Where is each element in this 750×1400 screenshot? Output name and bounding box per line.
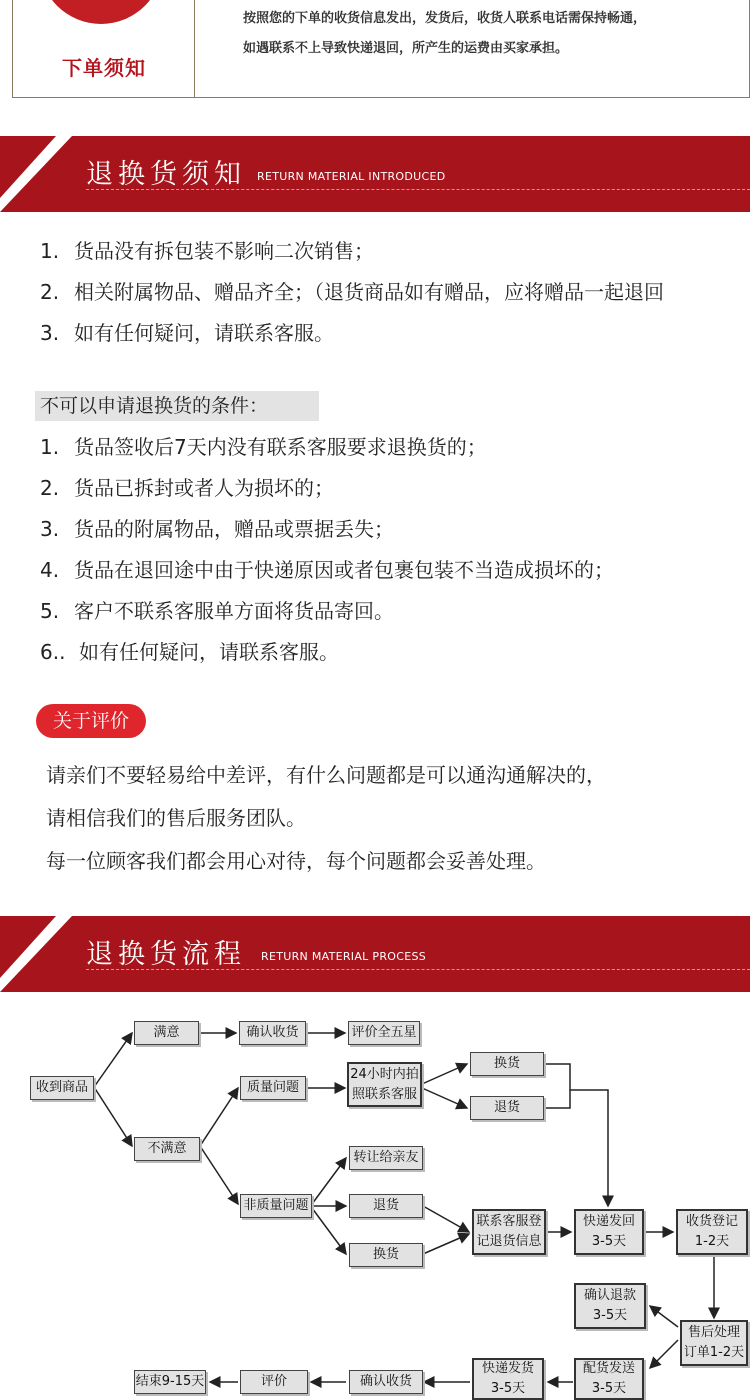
order-notice-badge: [13, 0, 195, 97]
review-line: 请亲们不要轻易给中差评，有什么问题都是可以通沟通解决的，: [46, 763, 606, 787]
flow-node-return: 退货: [349, 1194, 423, 1218]
list-item: [40, 591, 614, 632]
banner-title: 退换货流程: [86, 939, 246, 970]
flow-node-log-receipt: 收货登记 1-2天: [676, 1209, 748, 1255]
flow-node-confirm-receipt: 确认收货: [239, 1021, 306, 1045]
flow-node-after-sale: 售后处理 订单1-2天: [680, 1320, 748, 1366]
flow-node-unsatisfied: 不满意: [134, 1137, 200, 1161]
banner-subtitle: RETURN MATERIAL PROCESS: [261, 950, 427, 963]
return-notice-list: [40, 231, 664, 354]
list-item: [40, 632, 614, 673]
review-pill: 关于评价: [36, 704, 146, 738]
list-item: [40, 427, 614, 468]
flow-node-five-star: 评价全五星: [348, 1021, 420, 1045]
list-item: [40, 468, 614, 509]
flow-node-quality-issue: 质量问题: [240, 1076, 306, 1100]
item-number: 5.: [40, 599, 60, 623]
order-notice-line: 如遇联系不上导致快递退回，所产生的运费由买家承担。: [243, 41, 569, 56]
order-notice-panel: [12, 0, 750, 98]
order-notice-line: 按照您的下单的收货信息发出，发货后，收货人联系电话需保持畅通，: [243, 11, 647, 26]
cart-badge: [39, 0, 163, 24]
list-item: [40, 550, 614, 591]
review-text: [46, 754, 606, 883]
item-number: 3.: [40, 321, 60, 345]
conditions-list: [40, 427, 614, 673]
flow-node-satisfied: 满意: [134, 1021, 199, 1045]
item-number: 1.: [40, 435, 60, 459]
list-item: [40, 509, 614, 550]
review-line: 请相信我们的售后服务团队。: [46, 806, 306, 830]
flow-node-exchange: 换货: [470, 1052, 544, 1076]
item-number: 2.: [40, 476, 60, 500]
review-line: 每一位顾客我们都会用心对待，每个问题都会妥善处理。: [46, 849, 546, 873]
item-number: 6..: [40, 640, 66, 664]
order-notice-title: 下单须知: [62, 56, 146, 80]
flow-node-courier: 快递发货 3-5天: [472, 1358, 544, 1400]
conditions-label: 不可以申请退换货的条件：: [35, 391, 319, 421]
item-text: 客户不联系客服单方面将货品寄回。: [74, 599, 394, 623]
flow-node-return: 退货: [470, 1096, 544, 1120]
flow-node-receive: 收到商品: [30, 1076, 94, 1100]
item-number: 1.: [40, 239, 60, 263]
item-text: 货品没有拆包装不影响二次销售；: [74, 239, 374, 263]
return-flowchart: [0, 1000, 750, 1400]
item-text: 货品已拆封或者人为损坏的；: [74, 476, 334, 500]
item-text: 货品在退回途中由于快递原因或者包裹包装不当造成损坏的；: [74, 558, 614, 582]
list-item: [40, 272, 664, 313]
flow-node-non-quality: 非质量问题: [240, 1194, 312, 1218]
flow-node-ship-back: 快递发回 3-5天: [574, 1209, 644, 1255]
item-text: 货品签收后7天内没有联系客服要求退换货的；: [74, 435, 487, 459]
item-text: 相关附属物品、赠品齐全；（退货商品如有赠品，应将赠品一起退回: [74, 280, 664, 304]
return-notice-banner: [0, 136, 750, 212]
flow-node-photo-contact: 24小时内拍 照联系客服: [347, 1062, 422, 1107]
flow-node-evaluate: 评价: [240, 1370, 308, 1394]
item-number: 2.: [40, 280, 60, 304]
item-text: 货品的附属物品，赠品或票据丢失；: [74, 517, 394, 541]
item-number: 3.: [40, 517, 60, 541]
flow-node-register-return: 联系客服登 记退货信息: [472, 1209, 546, 1255]
banner-slash-icon: [0, 136, 90, 212]
flow-node-confirm-receipt: 确认收货: [349, 1370, 423, 1394]
flow-node-transfer: 转让给亲友: [349, 1146, 423, 1170]
item-text: 如有任何疑问，请联系客服。: [74, 321, 334, 345]
flow-node-exchange: 换货: [349, 1243, 423, 1267]
banner-subtitle: RETURN MATERIAL INTRODUCED: [257, 170, 446, 183]
list-item: [40, 313, 664, 354]
banner-title: 退换货须知: [86, 159, 246, 190]
flow-node-finish: 结束9-15天: [134, 1370, 206, 1394]
banner-divider: [86, 969, 750, 970]
list-item: [40, 231, 664, 272]
item-number: 4.: [40, 558, 60, 582]
flow-node-confirm-refund: 确认退款 3-5天: [574, 1283, 646, 1329]
item-text: 如有任何疑问，请联系客服。: [79, 640, 339, 664]
order-notice-text: [243, 4, 750, 64]
banner-slash-icon: [0, 916, 90, 992]
flow-node-dispatch: 配货发送 3-5天: [574, 1358, 644, 1400]
return-process-banner: [0, 916, 750, 992]
banner-divider: [86, 189, 750, 190]
